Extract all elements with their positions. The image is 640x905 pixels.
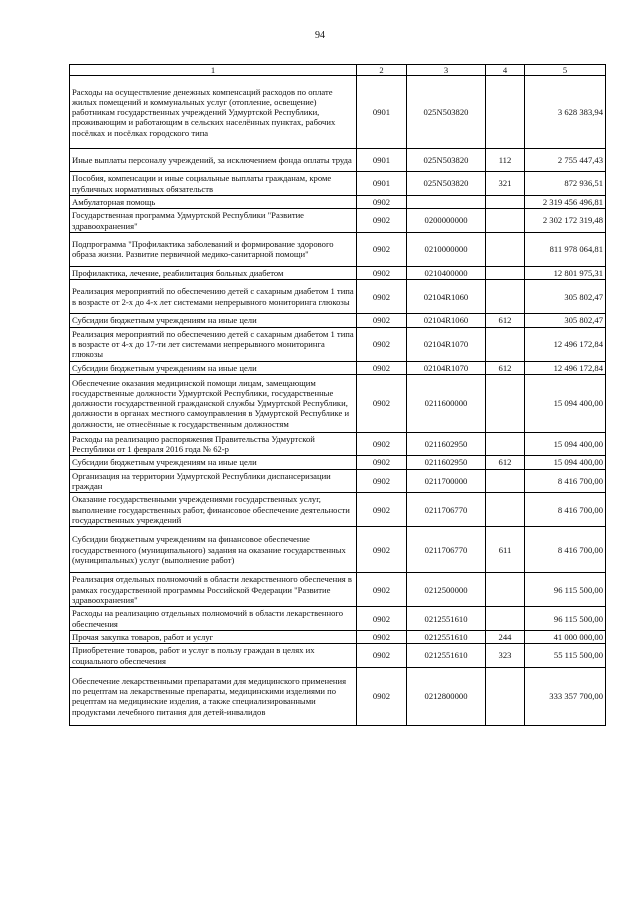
cell-expense: 611 bbox=[486, 527, 525, 573]
table-row bbox=[70, 374, 606, 432]
cell-amount: 333 357 700,00 bbox=[525, 667, 606, 725]
cell-section: 0902 bbox=[357, 432, 407, 456]
cell-target: 02104R1060 bbox=[407, 280, 486, 314]
table-row bbox=[70, 573, 606, 607]
cell-amount: 3 628 383,94 bbox=[525, 76, 606, 149]
cell-amount: 8 416 700,00 bbox=[525, 469, 606, 493]
cell-expense: 321 bbox=[486, 172, 525, 196]
cell-expense: 244 bbox=[486, 631, 525, 644]
cell-section: 0902 bbox=[357, 327, 407, 361]
cell-expense: 323 bbox=[486, 644, 525, 668]
cell-target: 0210400000 bbox=[407, 266, 486, 279]
cell-expense bbox=[486, 493, 525, 527]
cell-target: 0211602950 bbox=[407, 432, 486, 456]
cell-section: 0902 bbox=[357, 607, 407, 631]
table-row bbox=[70, 209, 606, 233]
table-row bbox=[70, 469, 606, 493]
cell-amount: 8 416 700,00 bbox=[525, 493, 606, 527]
cell-name: Субсидии бюджетным учреждениям на иные цели bbox=[70, 361, 357, 374]
page-number: 94 bbox=[315, 30, 325, 41]
cell-section: 0902 bbox=[357, 644, 407, 668]
cell-name: Обеспечение оказания медицинской помощи лицам, замещающим государственные должности Удмуртской Республики, государственные должности государственной гражданской службы Удмуртской Республики, должности в органах местного самоуправления в Удмуртской Республике и должности, не отнесённые к государственным должностям bbox=[70, 374, 357, 432]
cell-expense bbox=[486, 469, 525, 493]
table-body bbox=[70, 76, 606, 726]
cell-section: 0902 bbox=[357, 195, 407, 208]
cell-section: 0902 bbox=[357, 631, 407, 644]
cell-name: Иные выплаты персоналу учреждений, за исключением фонда оплаты труда bbox=[70, 149, 357, 172]
cell-section: 0902 bbox=[357, 209, 407, 233]
cell-target: 0212551610 bbox=[407, 644, 486, 668]
cell-target: 0212800000 bbox=[407, 667, 486, 725]
cell-target: 02104R1060 bbox=[407, 314, 486, 327]
cell-expense bbox=[486, 432, 525, 456]
header-cell-amount: 5 bbox=[525, 65, 606, 76]
cell-section: 0901 bbox=[357, 172, 407, 196]
cell-name: Расходы на реализацию отдельных полномочий в области лекарственного обеспечения bbox=[70, 607, 357, 631]
header-row bbox=[70, 65, 606, 76]
cell-amount: 12 496 172,84 bbox=[525, 327, 606, 361]
table-row bbox=[70, 314, 606, 327]
cell-section: 0902 bbox=[357, 573, 407, 607]
cell-target: 02104R1070 bbox=[407, 327, 486, 361]
table-row bbox=[70, 432, 606, 456]
cell-target: 025N503820 bbox=[407, 149, 486, 172]
cell-name: Обеспечение лекарственными препаратами для медицинского применения по рецептам на лекарственные препараты, медицинскими изделиями по рецептам на медицинские изделия, а также специализированными продуктами лечебного питания для детей-инвалидов bbox=[70, 667, 357, 725]
cell-target: 0212551610 bbox=[407, 631, 486, 644]
cell-section: 0902 bbox=[357, 280, 407, 314]
table-row bbox=[70, 266, 606, 279]
cell-expense bbox=[486, 573, 525, 607]
cell-name: Амбулаторная помощь bbox=[70, 195, 357, 208]
header-cell-section: 2 bbox=[357, 65, 407, 76]
cell-section: 0901 bbox=[357, 149, 407, 172]
cell-expense bbox=[486, 280, 525, 314]
cell-name: Расходы на осуществление денежных компенсаций расходов по оплате жилых помещений и коммунальных услуг (отопление, освещение) работникам государственных учреждений Удмуртской Республики, проживающим и работающим в сельских населённых пунктах, рабочих посёлках и посёлках городского типа bbox=[70, 76, 357, 149]
cell-target: 0211706770 bbox=[407, 527, 486, 573]
cell-expense bbox=[486, 76, 525, 149]
cell-amount: 55 115 500,00 bbox=[525, 644, 606, 668]
cell-expense bbox=[486, 327, 525, 361]
cell-amount: 8 416 700,00 bbox=[525, 527, 606, 573]
cell-target: 0211600000 bbox=[407, 374, 486, 432]
cell-amount: 15 094 400,00 bbox=[525, 456, 606, 469]
cell-name: Субсидии бюджетным учреждениям на иные цели bbox=[70, 314, 357, 327]
table-row bbox=[70, 76, 606, 149]
cell-section: 0902 bbox=[357, 266, 407, 279]
cell-amount: 12 496 172,84 bbox=[525, 361, 606, 374]
cell-expense bbox=[486, 374, 525, 432]
header-cell-expense: 4 bbox=[486, 65, 525, 76]
table-row bbox=[70, 527, 606, 573]
cell-expense: 612 bbox=[486, 456, 525, 469]
header-cell-name: 1 bbox=[70, 65, 357, 76]
table-row bbox=[70, 361, 606, 374]
cell-amount: 305 802,47 bbox=[525, 280, 606, 314]
cell-expense bbox=[486, 266, 525, 279]
table-row bbox=[70, 456, 606, 469]
cell-amount: 2 302 172 319,48 bbox=[525, 209, 606, 233]
cell-name: Организация на территории Удмуртской Республики диспансеризации граждан bbox=[70, 469, 357, 493]
cell-name: Прочая закупка товаров, работ и услуг bbox=[70, 631, 357, 644]
cell-name: Государственная программа Удмуртской Республики "Развитие здравоохранения" bbox=[70, 209, 357, 233]
cell-section: 0901 bbox=[357, 76, 407, 149]
cell-target: 025N503820 bbox=[407, 172, 486, 196]
cell-expense: 112 bbox=[486, 149, 525, 172]
cell-amount: 96 115 500,00 bbox=[525, 607, 606, 631]
cell-section: 0902 bbox=[357, 456, 407, 469]
cell-target: 02104R1070 bbox=[407, 361, 486, 374]
cell-name: Реализация отдельных полномочий в области лекарственного обеспечения в рамках государственной программы Российской Федерации "Развитие здравоохранения" bbox=[70, 573, 357, 607]
cell-section: 0902 bbox=[357, 361, 407, 374]
table-row bbox=[70, 607, 606, 631]
cell-amount: 41 000 000,00 bbox=[525, 631, 606, 644]
cell-amount: 305 802,47 bbox=[525, 314, 606, 327]
cell-name: Расходы на реализацию распоряжения Правительства Удмуртской Республики от 1 февраля 2016 года № 62-р bbox=[70, 432, 357, 456]
cell-amount: 15 094 400,00 bbox=[525, 432, 606, 456]
cell-expense: 612 bbox=[486, 361, 525, 374]
cell-target: 0212500000 bbox=[407, 573, 486, 607]
table-row bbox=[70, 232, 606, 266]
cell-section: 0902 bbox=[357, 527, 407, 573]
cell-amount: 2 319 456 496,81 bbox=[525, 195, 606, 208]
table-row bbox=[70, 195, 606, 208]
table-row bbox=[70, 493, 606, 527]
cell-expense bbox=[486, 607, 525, 631]
cell-expense bbox=[486, 667, 525, 725]
cell-target: 025N503820 bbox=[407, 76, 486, 149]
table-row bbox=[70, 172, 606, 196]
cell-name: Подпрограмма "Профилактика заболеваний и формирование здорового образа жизни. Развитие первичной медико-санитарной помощи" bbox=[70, 232, 357, 266]
cell-target bbox=[407, 195, 486, 208]
table-row bbox=[70, 149, 606, 172]
cell-section: 0902 bbox=[357, 469, 407, 493]
cell-name: Субсидии бюджетным учреждениям на иные цели bbox=[70, 456, 357, 469]
cell-section: 0902 bbox=[357, 314, 407, 327]
cell-section: 0902 bbox=[357, 667, 407, 725]
table-row bbox=[70, 644, 606, 668]
cell-section: 0902 bbox=[357, 374, 407, 432]
table-row bbox=[70, 280, 606, 314]
table-row bbox=[70, 327, 606, 361]
cell-name: Субсидии бюджетным учреждениям на финансовое обеспечение государственного (муниципального) задания на оказание государственных (муниципальных) услуг (выполнение работ) bbox=[70, 527, 357, 573]
cell-target: 0211602950 bbox=[407, 456, 486, 469]
cell-target: 0210000000 bbox=[407, 232, 486, 266]
cell-target: 0211706770 bbox=[407, 493, 486, 527]
cell-expense bbox=[486, 209, 525, 233]
cell-name: Приобретение товаров, работ и услуг в пользу граждан в целях их социального обеспечения bbox=[70, 644, 357, 668]
cell-amount: 811 978 064,81 bbox=[525, 232, 606, 266]
budget-table bbox=[69, 64, 606, 726]
cell-name: Пособия, компенсации и иные социальные выплаты гражданам, кроме публичных нормативных обязательств bbox=[70, 172, 357, 196]
cell-amount: 15 094 400,00 bbox=[525, 374, 606, 432]
cell-section: 0902 bbox=[357, 232, 407, 266]
table-row bbox=[70, 667, 606, 725]
cell-expense: 612 bbox=[486, 314, 525, 327]
cell-name: Реализация мероприятий по обеспечению детей с сахарным диабетом 1 типа в возрасте от 4-х до 17-ти лет системами непрерывного мониторинга глюкозы bbox=[70, 327, 357, 361]
cell-target: 0200000000 bbox=[407, 209, 486, 233]
header-cell-target: 3 bbox=[407, 65, 486, 76]
cell-name: Профилактика, лечение, реабилитация больных диабетом bbox=[70, 266, 357, 279]
cell-name: Оказание государственными учреждениями государственных услуг, выполнение государственных работ, финансовое обеспечение деятельности государственных учреждений bbox=[70, 493, 357, 527]
table-row bbox=[70, 631, 606, 644]
cell-amount: 872 936,51 bbox=[525, 172, 606, 196]
cell-expense bbox=[486, 195, 525, 208]
cell-amount: 2 755 447,43 bbox=[525, 149, 606, 172]
cell-amount: 96 115 500,00 bbox=[525, 573, 606, 607]
cell-amount: 12 801 975,31 bbox=[525, 266, 606, 279]
cell-target: 0212551610 bbox=[407, 607, 486, 631]
cell-expense bbox=[486, 232, 525, 266]
cell-target: 0211700000 bbox=[407, 469, 486, 493]
cell-name: Реализация мероприятий по обеспечению детей с сахарным диабетом 1 типа в возрасте от 2-х до 4-х лет системами непрерывного мониторинга глюкозы bbox=[70, 280, 357, 314]
cell-section: 0902 bbox=[357, 493, 407, 527]
